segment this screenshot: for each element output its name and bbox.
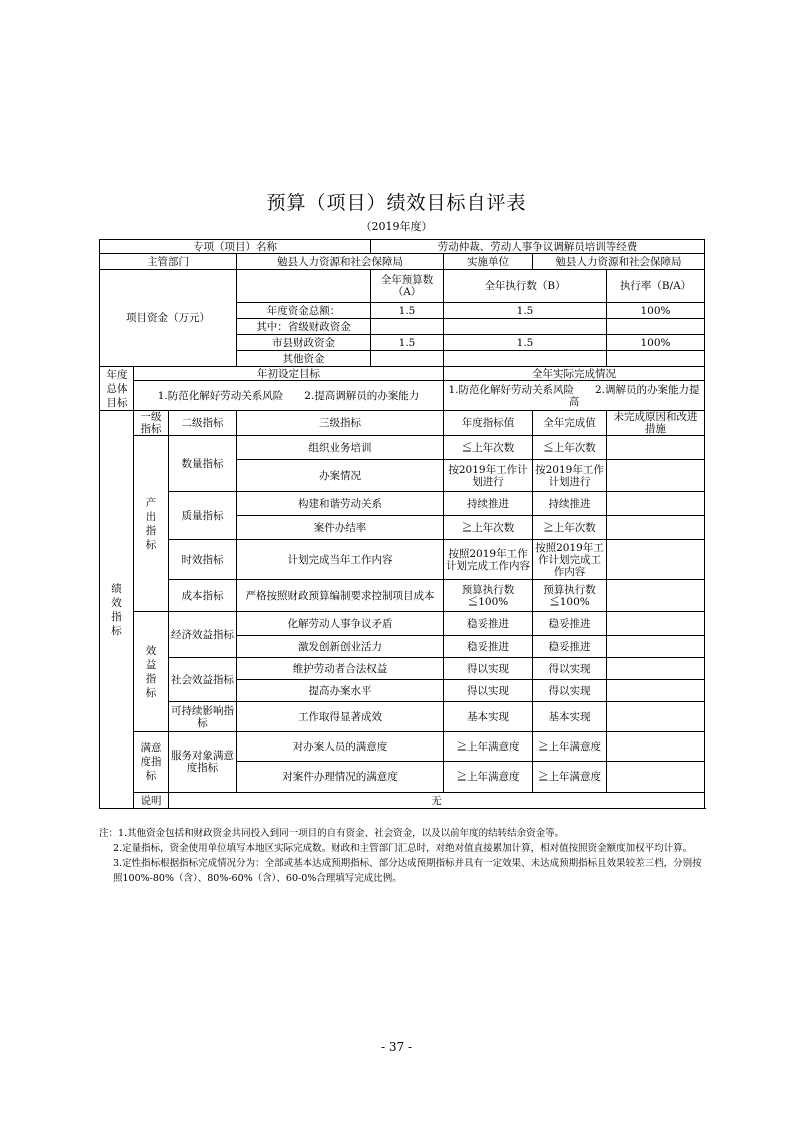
indicator-reason [607,680,705,702]
funds-row-exec: 1.5 [444,303,607,319]
evaluation-table [99,239,705,809]
indicator-target: 预算执行数≦100% [444,580,533,612]
indicator-reason [607,492,705,516]
indicator-reason [607,580,705,612]
funds-row-label: 其他资金 [237,351,371,367]
dept-value: 勉县人力资源和社会保障局 [237,254,444,270]
indicator-target: 得以实现 [444,680,533,702]
funds-row-rate: 100% [607,335,705,351]
h-level3: 三级指标 [237,411,444,436]
h-reason: 未完成原因和改进措施 [607,411,705,436]
indicator-done: 得以实现 [533,680,607,702]
funds-col-budget: 全年预算数（A） [371,270,444,303]
indicator-done: ≧上年满意度 [533,762,607,793]
indicator-reason [607,436,705,460]
social-label: 社会效益指标 [169,658,237,702]
project-name-value: 劳动仲裁、劳动人事争议调解员培训等经费 [371,240,705,254]
indicator-name: 对案件办理情况的满意度 [237,762,444,793]
impl-label: 实施单位 [444,254,533,270]
indicator-done: 稳妥推进 [533,612,607,636]
goals-actual-header: 全年实际完成情况 [444,367,705,381]
indicator-name: 组织业务培训 [237,436,444,460]
funds-row-budget: 1.5 [371,303,444,319]
funds-row-exec [444,319,607,335]
funds-row-exec [444,351,607,367]
funds-row-exec: 1.5 [444,335,607,351]
indicator-reason [607,658,705,680]
funds-label: 项目资金（万元） [100,270,237,367]
funds-row-label: 其中：省级财政资金 [237,319,371,335]
indicator-name: 案件办结率 [237,516,444,540]
indicator-name: 维护劳动者合法权益 [237,658,444,680]
indicator-done: ≦上年次数 [533,436,607,460]
economic-label: 经济效益指标 [169,612,237,658]
goals-actual-text: 1.防范化解好劳动关系风险 2.调解员的办案能力提高 [444,381,705,411]
funds-row-rate [607,351,705,367]
indicator-name: 计划完成当年工作内容 [237,540,444,580]
funds-blank [237,270,371,303]
indicator-name: 严格按照财政预算编制要求控制项目成本 [237,580,444,612]
indicator-done: 持续推进 [533,492,607,516]
h-done: 全年完成值 [533,411,607,436]
service-satisfaction-label: 服务对象满意度指标 [169,732,237,793]
indicator-reason [607,636,705,658]
remark-label: 说明 [134,793,169,809]
indicator-target: 稳妥推进 [444,636,533,658]
indicator-done: ≧上年次数 [533,516,607,540]
footnote: 注：1.其他资金包括和财政资金共同投入到同一项目的自有资金、社会资金，以及以前年度的结转结余资金等。 [99,828,565,839]
cost-label: 成本指标 [169,580,237,612]
funds-row-label: 市县财政资金 [237,335,371,351]
quantity-label: 数量指标 [169,436,237,492]
remark-value: 无 [169,793,705,809]
page-title: 预算（项目）绩效目标自评表 [266,192,527,214]
indicator-done: 基本实现 [533,702,607,732]
indicator-name: 办案情况 [237,460,444,492]
timeliness-label: 时效指标 [169,540,237,580]
indicator-done: 稳妥推进 [533,636,607,658]
indicator-reason [607,516,705,540]
indicator-target: 按2019年工作计划进行 [444,460,533,492]
indicator-done: 按2019年工作计划进行 [533,460,607,492]
footnotes [99,826,709,886]
funds-col-rate: 执行率（B/A） [607,270,705,303]
funds-row-label: 年度资金总额： [237,303,371,319]
impl-value: 勉县人力资源和社会保障局 [533,254,705,270]
indicator-target: ≦上年次数 [444,436,533,460]
indicator-target: 基本实现 [444,702,533,732]
sustain-label: 可持续影响指标 [169,702,237,732]
page-subtitle: （2019年度） [360,220,433,233]
indicator-name: 工作取得显著成效 [237,702,444,732]
indicator-target: 稳妥推进 [444,612,533,636]
indicator-target: ≧上年满意度 [444,732,533,762]
indicator-reason [607,762,705,793]
indicator-done: 预算执行数≦100% [533,580,607,612]
h-target: 年度指标值 [444,411,533,436]
dept-label: 主管部门 [100,254,237,270]
indicator-name: 化解劳动人事争议矛盾 [237,612,444,636]
satisfaction-label: 满意度指标 [134,732,169,793]
indicator-reason [607,702,705,732]
goals-planned-text: 1.防范化解好劳动关系风险 2.提高调解员的办案能力 [134,381,444,411]
indicator-done: 得以实现 [533,658,607,680]
indicators-label: 绩效指标 [100,411,134,809]
indicator-reason [607,540,705,580]
footnote: 3.定性指标根据指标完成情况分为：全部或基本达成预期指标、部分达成预期指标并具有一定效果、未达成预期指标且效果较差三档，分别按照100%-80%（含）、80%-60%（含）、60-0%合理填写完成比例。 [113,858,702,884]
indicator-name: 激发创新创业活力 [237,636,444,658]
h-level2: 二级指标 [169,411,237,436]
h-level1: 一级指标 [134,411,169,436]
goals-label: 年度总体目标 [100,367,134,411]
funds-col-exec: 全年执行数（B） [444,270,607,303]
indicator-target: 得以实现 [444,658,533,680]
funds-row-rate [607,319,705,335]
indicator-name: 对办案人员的满意度 [237,732,444,762]
indicator-reason [607,460,705,492]
indicator-reason [607,612,705,636]
funds-row-rate: 100% [607,303,705,319]
page-number: - 37 - [380,1040,412,1054]
goals-planned-header: 年初设定目标 [134,367,444,381]
indicator-done: ≧上年满意度 [533,732,607,762]
project-name-label: 专项（项目）名称 [100,240,371,254]
indicator-name: 提高办案水平 [237,680,444,702]
footnote: 2.定量指标，资金使用单位填写本地区实际完成数。财政和主管部门汇总时，对绝对值直接累加计算，相对值按照资金额度加权平均计算。 [113,843,693,854]
indicator-target: 按照2019年工作计划完成工作内容 [444,540,533,580]
funds-row-budget: 1.5 [371,335,444,351]
funds-row-budget [371,319,444,335]
indicator-reason [607,732,705,762]
indicator-name: 构建和谐劳动关系 [237,492,444,516]
funds-row-budget [371,351,444,367]
indicator-target: ≧上年次数 [444,516,533,540]
indicator-done: 按照2019年工作计划完成工作内容 [533,540,607,580]
output-label: 产出指标 [134,436,169,612]
quality-label: 质量指标 [169,492,237,540]
benefit-label: 效益指标 [134,612,169,732]
indicator-target: 持续推进 [444,492,533,516]
indicator-target: ≧上年满意度 [444,762,533,793]
